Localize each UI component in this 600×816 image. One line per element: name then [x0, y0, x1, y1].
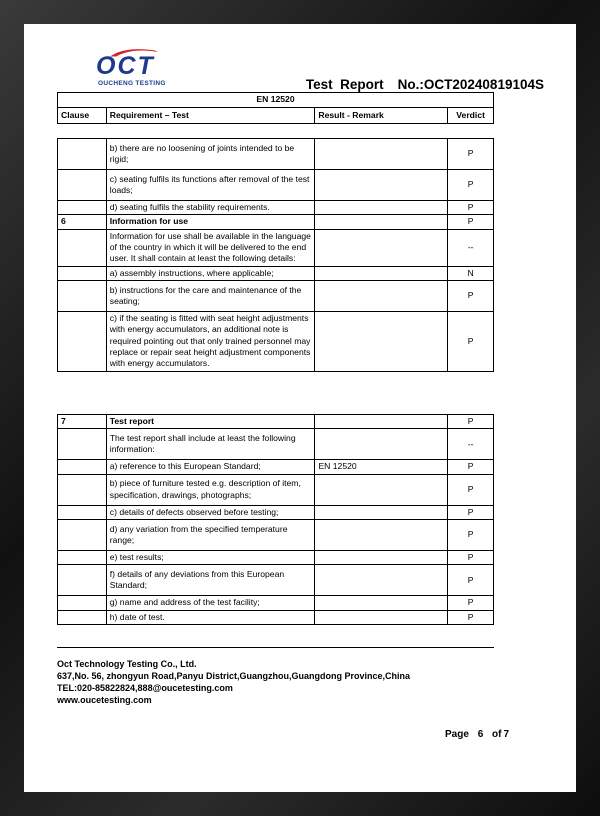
table-row [58, 565, 494, 596]
result-cell [315, 266, 448, 280]
result-cell [315, 139, 448, 170]
clause-cell: 7 [58, 415, 107, 429]
clause-cell: 6 [58, 215, 107, 229]
table-row [58, 520, 494, 551]
result-cell [315, 215, 448, 229]
verdict-cell: P [448, 312, 494, 372]
company-tel: TEL:020-85822824,888@oucetesting.com [57, 683, 233, 693]
page-of-label: of [492, 729, 502, 740]
verdict-cell: P [448, 460, 494, 474]
table-row [58, 415, 494, 429]
result-cell: EN 12520 [315, 460, 448, 474]
clause-cell [58, 139, 107, 170]
requirement-cell: b) there are no loosening of joints intended to be rigid; [106, 139, 315, 170]
requirement-cell: h) date of test. [106, 610, 315, 624]
col-requirement: Requirement – Test [106, 108, 315, 124]
verdict-cell: P [448, 596, 494, 610]
table-row [58, 610, 494, 624]
verdict-cell: P [448, 215, 494, 229]
result-cell [315, 170, 448, 201]
result-cell [315, 565, 448, 596]
footer [57, 650, 410, 706]
page-label: Page [445, 729, 469, 740]
result-cell [315, 415, 448, 429]
company-website: www.oucetesting.com [57, 695, 152, 705]
requirement-cell: Test report [106, 415, 315, 429]
clause-cell [58, 312, 107, 372]
report-number: No.:OCT20240819104S [397, 77, 544, 92]
requirement-cell: c) seating fulfils its functions after removal of the test loads; [106, 170, 315, 201]
requirement-cell: The test report shall include at least the following information: [106, 429, 315, 460]
result-cell [315, 229, 448, 266]
verdict-cell: P [448, 474, 494, 505]
requirement-cell: a) reference to this European Standard; [106, 460, 315, 474]
clause-cell [58, 460, 107, 474]
requirement-cell: f) details of any deviations from this European Standard; [106, 565, 315, 596]
report-title [306, 77, 544, 92]
result-cell [315, 505, 448, 519]
table-row [58, 551, 494, 565]
clause-cell [58, 170, 107, 201]
page-total: 7 [503, 729, 510, 740]
requirement-cell: b) instructions for the care and maintenance of the seating; [106, 281, 315, 312]
result-cell [315, 474, 448, 505]
table-row [58, 229, 494, 266]
clause-cell [58, 596, 107, 610]
verdict-cell: P [448, 281, 494, 312]
clause-cell [58, 266, 107, 280]
requirement-cell: Information for use shall be available in the language of the country in which it will be delivered to the end user. It shall contain at least the following details: [106, 229, 315, 266]
clause-cell [58, 201, 107, 215]
clause-cell [58, 281, 107, 312]
clause-cell [58, 551, 107, 565]
result-cell [315, 201, 448, 215]
result-cell [315, 281, 448, 312]
table-row [58, 266, 494, 280]
clause-cell [58, 520, 107, 551]
verdict-cell: P [448, 565, 494, 596]
verdict-cell: P [448, 170, 494, 201]
verdict-cell: -- [448, 429, 494, 460]
verdict-cell: N [448, 266, 494, 280]
verdict-cell: P [448, 551, 494, 565]
result-cell [315, 551, 448, 565]
verdict-cell: P [448, 201, 494, 215]
report-title-text: Test Report [305, 77, 384, 92]
company-address: 637,No. 56, zhongyun Road,Panyu District,Guangzhou,Guangdong Province,China [57, 671, 411, 681]
verdict-cell: P [448, 139, 494, 170]
table-row [58, 139, 494, 170]
logo-text: OCT [96, 52, 155, 80]
spacer [58, 124, 494, 139]
requirement-cell: d) any variation from the specified temperature range; [106, 520, 315, 551]
requirement-cell: a) assembly instructions, where applicable; [106, 266, 315, 280]
table-row [58, 281, 494, 312]
result-cell [315, 520, 448, 551]
verdict-cell: P [448, 505, 494, 519]
requirements-table [57, 92, 494, 372]
requirement-cell: c) if the seating is fitted with seat height adjustments with energy accumulators, an additional note is required pointing out that only trained personnel may replace or repair seat height adjustment components with energy accumulators. [106, 312, 315, 372]
page-current: 6 [477, 729, 484, 740]
clause-cell [58, 474, 107, 505]
clause-cell [58, 229, 107, 266]
standard-header: EN 12520 [58, 93, 494, 108]
logo-subtitle: OUCHENG TESTING [98, 80, 166, 87]
verdict-cell: -- [448, 229, 494, 266]
table-row [58, 312, 494, 372]
requirement-cell: Information for use [106, 215, 315, 229]
result-cell [315, 312, 448, 372]
clause-cell [58, 565, 107, 596]
table-row [58, 170, 494, 201]
verdict-cell: P [448, 415, 494, 429]
table-row [58, 201, 494, 215]
page-number [445, 729, 515, 740]
column-header-row [58, 108, 494, 124]
col-result: Result - Remark [315, 108, 448, 124]
result-cell [315, 596, 448, 610]
table-row [58, 474, 494, 505]
footer-divider [57, 647, 494, 648]
clause-cell [58, 610, 107, 624]
clause-cell [58, 429, 107, 460]
requirement-cell: d) seating fulfils the stability requirements. [106, 201, 315, 215]
clause-cell [58, 505, 107, 519]
company-name: Oct Technology Testing Co., Ltd. [57, 659, 197, 669]
table-row [58, 505, 494, 519]
requirement-cell: g) name and address of the test facility; [106, 596, 315, 610]
verdict-cell: P [448, 610, 494, 624]
table-row [58, 460, 494, 474]
table-row [58, 429, 494, 460]
result-cell [315, 429, 448, 460]
requirement-cell: e) test results; [106, 551, 315, 565]
test-report-table [57, 414, 494, 625]
col-clause: Clause [58, 108, 107, 124]
table-row [58, 215, 494, 229]
requirement-cell: c) details of defects observed before testing; [106, 505, 315, 519]
table-row [58, 596, 494, 610]
col-verdict: Verdict [448, 108, 494, 124]
verdict-cell: P [448, 520, 494, 551]
requirement-cell: b) piece of furniture tested e.g. description of item, specification, drawings, photographs; [106, 474, 315, 505]
result-cell [315, 610, 448, 624]
